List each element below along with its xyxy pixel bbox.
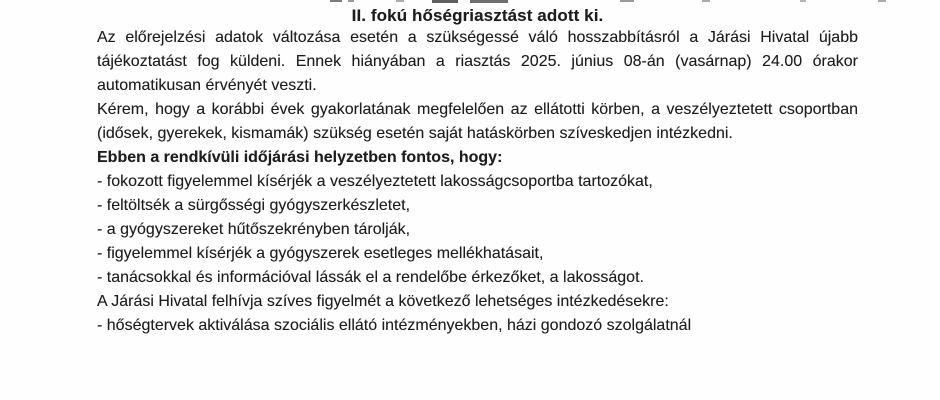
list-item: - fokozott figyelemmel kísérjék a veszélyeztetett lakosságcsoportba tartozókat, [97, 173, 653, 190]
text-fragment [800, 0, 806, 2]
clipped-line-bottom: - hőségtervek aktiválása szociális ellátó intézményekben, házi gondozó szolgálatnál [97, 317, 692, 334]
clipped-line-top-fragments [0, 0, 940, 4]
list-item: - feltöltsék a sürgősségi gyógyszerkészletet, [97, 197, 411, 214]
text-fragment [702, 0, 710, 2]
list-item: - a gyógyszereket hűtőszekrényben tárolják, [97, 221, 411, 238]
recommendation-list [97, 170, 858, 290]
text-fragment [396, 0, 404, 2]
text-fragment [348, 0, 354, 2]
document-heading: II. fokú hőségriasztást adott ki. [351, 6, 604, 25]
text-fragment [432, 0, 458, 3]
list-heading: Ebben a rendkívüli időjárási helyzetben fontos, hogy: [97, 149, 503, 166]
paragraph-request-action: Kérem, hogy a korábbi évek gyakorlatának megfelelően az ellátotti körben, a veszélyeztetett csoportban (idősek, gyerekek, kismamák) szükség esetén saját hatáskörben szíveskedjen intézkedni. [97, 101, 858, 142]
text-fragment [470, 0, 508, 3]
paragraph-measures-intro: A Járási Hivatal felhívja szíves figyelmét a következő lehetséges intézkedésekre: [97, 293, 669, 310]
paragraph-forecast-validity: Az előrejelzési adatok változása esetén a szükségessé váló hosszabbításról a Járási Hivatal újabb tájékoztatást fog küldeni. Ennek hiányában a riasztás 2025. június 08-án (vasárnap) 24.00 órakor automatikusan érvényét veszti. [97, 29, 858, 94]
list-item: - tanácsokkal és információval lássák el a rendelőbe érkezőket, a lakosságot. [97, 269, 644, 286]
text-fragment [620, 0, 634, 2]
list-item: - figyelemmel kísérjék a gyógyszerek esetleges mellékhatásait, [97, 245, 544, 262]
text-fragment [330, 0, 342, 2]
text-fragment [878, 0, 886, 2]
